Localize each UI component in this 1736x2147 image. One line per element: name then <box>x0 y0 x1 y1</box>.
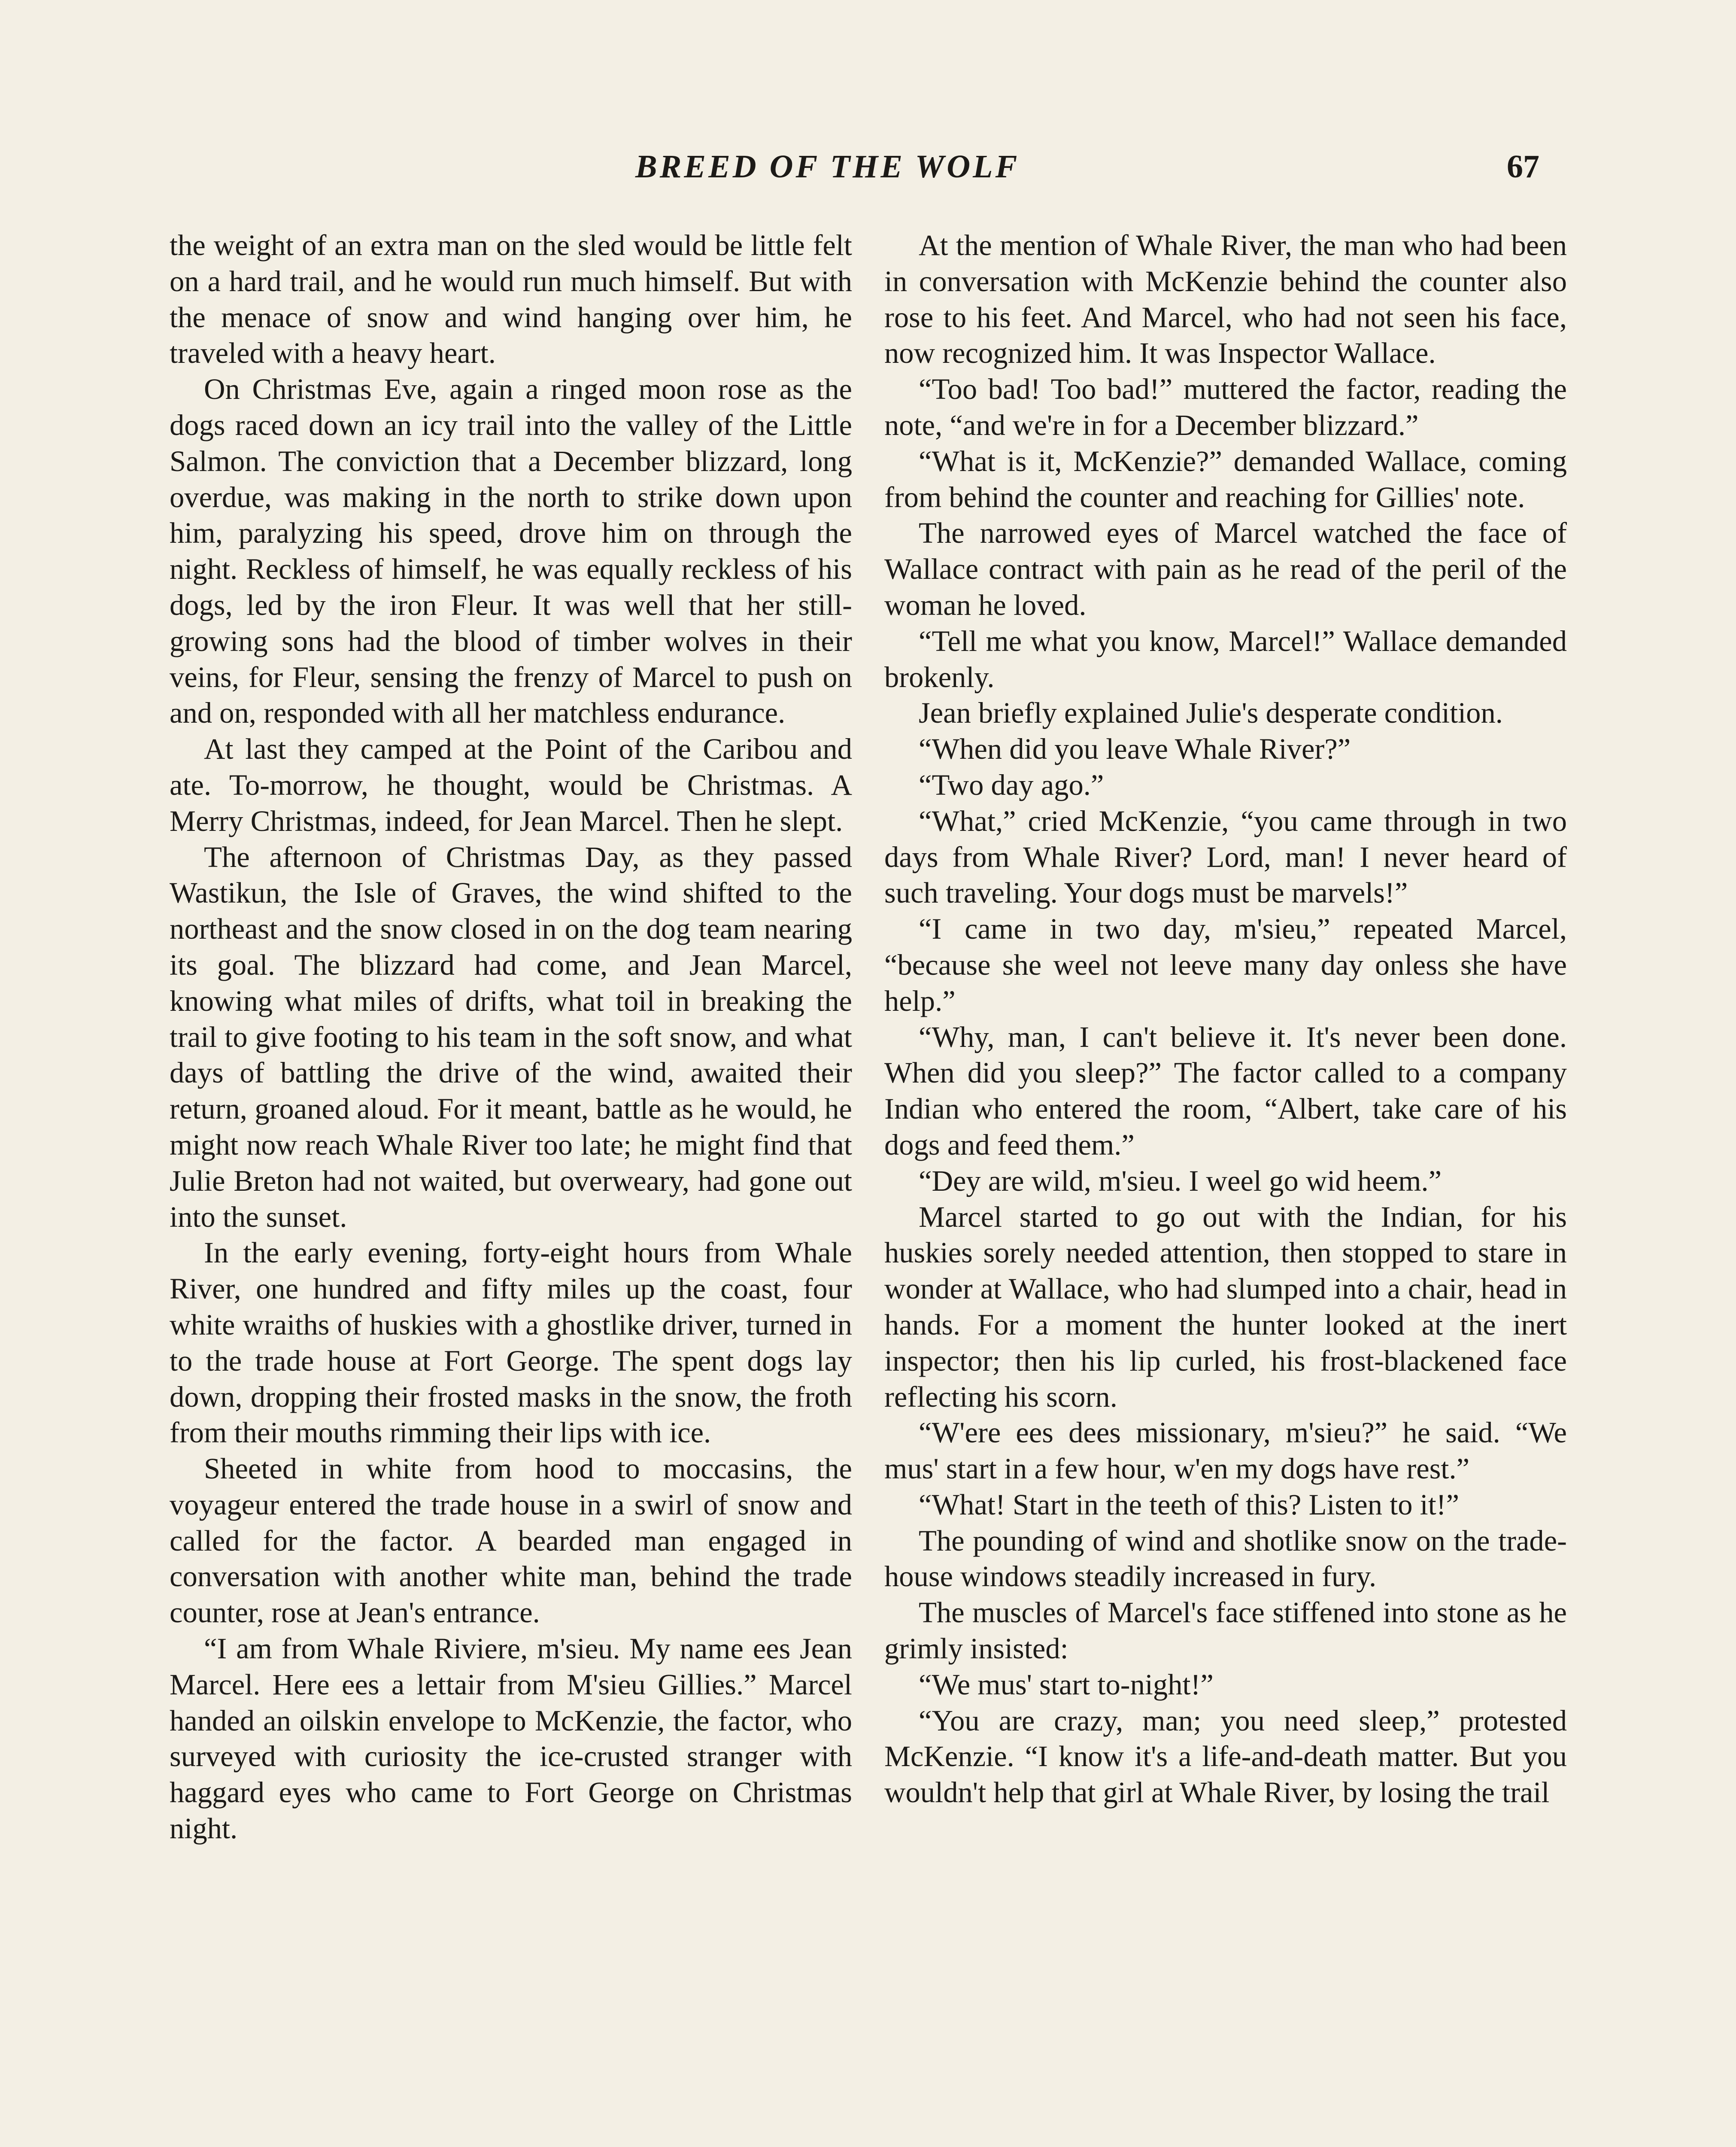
paragraph: The pounding of wind and shotlike snow on the trade-house windows steadily increased in fury. <box>884 1524 1567 1593</box>
paragraph: The narrowed eyes of Marcel watched the face of Wallace contract with pain as he read of the peril of the woman he loved. <box>884 517 1567 621</box>
paragraph: “Tell me what you know, Marcel!” Wallace demanded brokenly. <box>884 624 1567 693</box>
paragraph: At last they camped at the Point of the Caribou and ate. To-morrow, he thought, would be Christmas. A Merry Christmas, indeed, for Jean Marcel. Then he slept. <box>170 733 852 837</box>
paragraph: The muscles of Marcel's face stiffened into stone as he grimly insisted: <box>884 1596 1567 1665</box>
paragraph: “What! Start in the teeth of this? Listen to it!” <box>919 1488 1460 1521</box>
paragraph: “Dey are wild, m'sieu. I weel go wid heem.” <box>919 1164 1442 1197</box>
right-column <box>884 228 1567 2147</box>
paragraph: “When did you leave Whale River?” <box>919 733 1351 766</box>
paragraph: At the mention of Whale River, the man who had been in conversation with McKenzie behind the counter also rose to his feet. And Marcel, who had not seen his face, now recognized him. It was Inspector Wallace. <box>884 229 1567 370</box>
paragraph: In the early evening, forty-eight hours from Whale River, one hundred and fifty miles up the coast, four white wraiths of huskies with a ghostlike driver, turned in to the trade house at Fort George. The spent dogs lay down, dropping their frosted masks in the snow, the froth from their mouths rimming their lips with ice. <box>170 1236 852 1449</box>
paragraph: “Two day ago.” <box>919 768 1104 801</box>
paragraph: “What is it, McKenzie?” demanded Wallace, coming from behind the counter and reaching for Gillies' note. <box>884 444 1567 514</box>
paragraph: “Too bad! Too bad!” muttered the factor, reading the note, “and we're in for a December blizzard.” <box>884 373 1567 441</box>
paragraph: Marcel started to go out with the Indian, for his huskies sorely needed attention, then stopped to stare in wonder at Wallace, who had slumped into a chair, head in hands. For a moment the hunter looked at the inert inspector; then his lip curled, his frost-blackened face reflecting his scorn. <box>884 1200 1567 1413</box>
left-column <box>170 228 852 2147</box>
paragraph: “I am from Whale Riviere, m'sieu. My name ees Jean Marcel. Here ees a lettair from M'sieu Gillies.” Marcel handed an oilskin envelope to McKenzie, the factor, who surveyed with curiosity the ice-crusted stranger with haggard eyes who came to Fort George on Christmas night. <box>170 1632 852 1845</box>
paragraph: “Why, man, I can't believe it. It's never been done. When did you sleep?” The factor called to a company Indian who entered the room, “Albert, take care of his dogs and feed them.” <box>884 1020 1567 1161</box>
page-number: 67 <box>1507 149 1539 185</box>
paragraph: Sheeted in white from hood to moccasins, the voyageur entered the trade house in a swirl of snow and called for the factor. A bearded man engaged in conversation with another white man, behind the trade counter, rose at Jean's entrance. <box>170 1452 852 1629</box>
paragraph: “We mus' start to-night!” <box>919 1668 1214 1701</box>
paragraph: Jean briefly explained Julie's desperate condition. <box>919 696 1503 730</box>
paragraph: “You are crazy, man; you need sleep,” protested McKenzie. “I know it's a life-and-death matter. But you wouldn't help that girl at Whale River, by losing the trail <box>884 1704 1567 1809</box>
paragraph: “W'ere ees dees missionary, m'sieu?” he said. “We mus' start in a few hour, w'en my dogs have rest.” <box>884 1416 1567 1485</box>
running-title: BREED OF THE WOLF <box>635 149 1020 185</box>
paragraph: On Christmas Eve, again a ringed moon rose as the dogs raced down an icy trail into the valley of the Little Salmon. The conviction that a December blizzard, long overdue, was making in the north to strike down upon him, paralyzing his speed, drove him on through the night. Reckless of himself, he was equally reckless of his dogs, led by the iron Fleur. It was well that her still-growing sons had the blood of timber wolves in their veins, for Fleur, sensing the frenzy of Marcel to push on and on, responded with all her matchless endurance. <box>170 373 852 730</box>
paragraph: “I came in two day, m'sieu,” repeated Marcel, “because she weel not leeve many day onless she have help.” <box>884 912 1567 1017</box>
paragraph: The afternoon of Christmas Day, as they passed Wastikun, the Isle of Graves, the wind shifted to the northeast and the snow closed in on the dog team nearing its goal. The blizzard had come, and Jean Marcel, knowing what miles of drifts, what toil in breaking the trail to give footing to his team in the soft snow, and what days of battling the drive of the wind, awaited their return, groaned aloud. For it meant, battle as he would, he might now reach Whale River too late; he might find that Julie Breton had not waited, but overweary, had gone out into the sunset. <box>170 840 852 1233</box>
paragraph: “What,” cried McKenzie, “you came through in two days from Whale River? Lord, man! I never heard of such traveling. Your dogs must be marvels!” <box>884 804 1567 909</box>
paragraph: the weight of an extra man on the sled would be little felt on a hard trail, and he would run much himself. But with the menace of snow and wind hanging over him, he traveled with a heavy heart. <box>170 229 852 370</box>
